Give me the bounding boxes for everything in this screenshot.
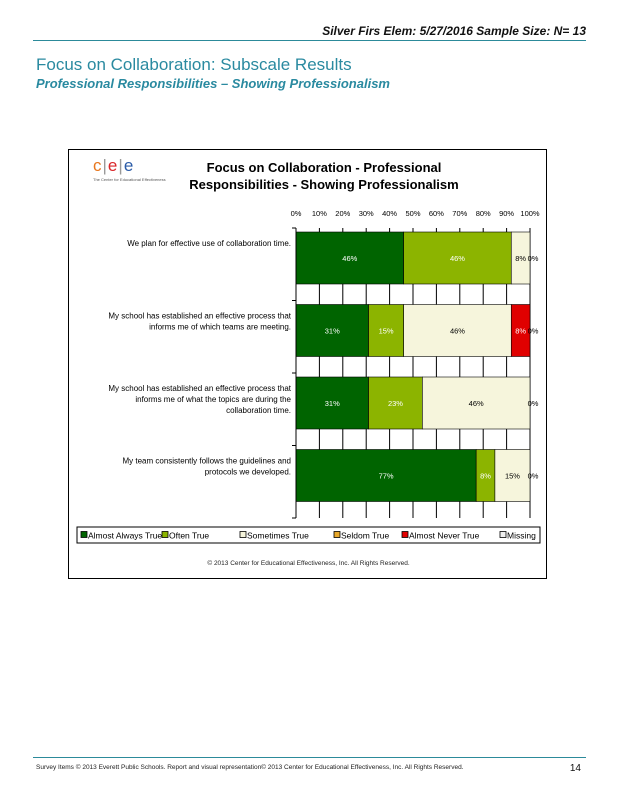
data-label: 31% xyxy=(324,326,340,336)
legend-swatch xyxy=(402,532,408,538)
x-tick-label: 90% xyxy=(499,209,515,218)
legend-swatch xyxy=(81,532,87,538)
data-label: 46% xyxy=(449,254,465,263)
data-label: 46% xyxy=(342,254,358,263)
header-rule xyxy=(33,40,586,41)
data-label: 0% xyxy=(527,254,539,263)
data-label: 77% xyxy=(378,471,394,481)
logo-tagline: The Center for Educational Effectiveness xyxy=(93,177,166,182)
x-tick-label: 50% xyxy=(405,209,421,218)
legend-swatch xyxy=(162,532,168,538)
data-label: 46% xyxy=(468,399,484,408)
data-label: 8% xyxy=(480,471,491,481)
legend-label: Almost Never True xyxy=(409,530,480,541)
footer-rule xyxy=(33,757,586,758)
legend-label: Often True xyxy=(169,530,210,541)
logo-letter-c: c xyxy=(93,156,103,175)
category-label: My team consistently follows the guidelines and xyxy=(122,456,291,466)
data-label: 46% xyxy=(449,326,465,336)
data-label: 8% xyxy=(515,254,527,263)
legend-label: Seldom True xyxy=(341,530,390,541)
chart-title-line-2: Responsibilities - Showing Professionalism xyxy=(189,177,459,192)
x-tick-label: 70% xyxy=(452,209,468,218)
data-label: 15% xyxy=(504,471,520,481)
legend-label: Almost Always True xyxy=(88,530,163,541)
legend-label: Missing xyxy=(507,530,536,541)
page-number: 14 xyxy=(569,763,581,774)
data-label: 0% xyxy=(527,399,539,408)
logo-letter-e1: e xyxy=(107,156,119,175)
logo-letters: c|e|e xyxy=(93,156,135,175)
data-label: 23% xyxy=(387,399,403,408)
page-title: Focus on Collaboration: Subscale Results xyxy=(36,55,352,74)
x-tick-label: 20% xyxy=(335,209,351,218)
x-tick-label: 30% xyxy=(358,209,374,218)
chart-copyright: © 2013 Center for Educational Effectiveness, Inc. All Rights Reserved. xyxy=(207,560,410,567)
x-tick-label: 40% xyxy=(382,209,398,218)
report-header: Silver Firs Elem: 5/27/2016 Sample Size: N= 13 xyxy=(322,24,586,38)
legend-swatch xyxy=(240,532,246,538)
x-tick-label: 10% xyxy=(311,209,327,218)
x-tick-label: 100% xyxy=(520,209,540,218)
legend-label: Sometimes True xyxy=(247,530,309,541)
logo-letter-e2: e xyxy=(123,156,135,175)
category-label: collaboration time. xyxy=(226,406,291,415)
data-label: 0% xyxy=(527,326,539,336)
data-label: 15% xyxy=(378,326,394,336)
x-tick-label: 60% xyxy=(428,209,444,218)
data-label: 0% xyxy=(527,471,539,481)
stacked-bar-chart xyxy=(69,150,548,550)
category-label: informs me of what the topics are during the xyxy=(135,395,291,404)
category-label: My school has established an effective process that xyxy=(108,311,291,321)
chart-title-line-1: Focus on Collaboration - Professional xyxy=(206,160,442,175)
x-tick-label: 0% xyxy=(290,209,302,218)
data-label: 31% xyxy=(324,399,340,408)
legend-swatch xyxy=(500,532,506,538)
category-label: informs me of which teams are meeting. xyxy=(149,322,291,332)
footer-copyright: Survey Items © 2013 Everett Public Schools. Report and visual representation© 2013 Center for Educational Effectiveness, Inc. All Rights Reserved. xyxy=(36,764,464,771)
category-label: My school has established an effective process that xyxy=(108,384,291,393)
page-subtitle: Professional Responsibilities – Showing Professionalism xyxy=(36,76,390,91)
category-label: We plan for effective use of collaboration time. xyxy=(127,239,291,248)
data-label: 8% xyxy=(515,326,527,336)
legend-swatch xyxy=(334,532,340,538)
chart-frame xyxy=(68,149,547,579)
x-tick-label: 80% xyxy=(475,209,491,218)
category-label: protocols we developed. xyxy=(204,467,291,477)
